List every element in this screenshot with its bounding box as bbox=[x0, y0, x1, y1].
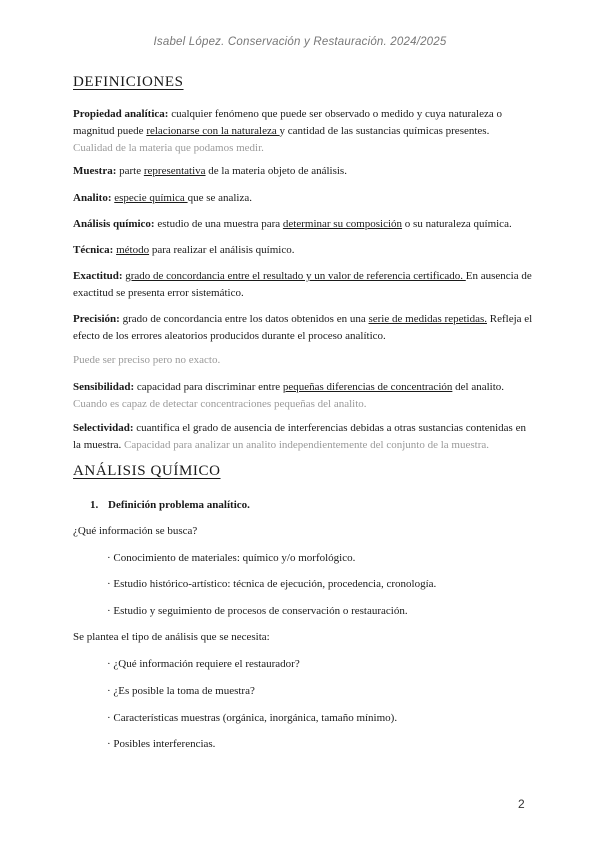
definition-tecnica bbox=[73, 242, 533, 259]
definition-text: cualquier fenómeno que puede ser observado o medido y cuya naturaleza o magnitud puede bbox=[73, 108, 502, 137]
list-item: · Conocimiento de materiales: químico y/o morfológico. bbox=[107, 552, 356, 564]
subsection-title bbox=[90, 499, 250, 511]
definition-text: que se analiza. bbox=[187, 192, 252, 204]
list-item: · Características muestras (orgánica, inorgánica, tamaño mínimo). bbox=[107, 712, 398, 724]
list-item: · ¿Qué información requiere el restaurador? bbox=[107, 658, 300, 670]
term: Selectividad: bbox=[73, 422, 134, 434]
underlined-text: representativa bbox=[143, 165, 206, 177]
definition-exactitud bbox=[73, 268, 533, 302]
definition-text: para realizar el análisis químico. bbox=[149, 244, 295, 256]
term: Análisis químico: bbox=[73, 218, 155, 230]
definition-text: parte bbox=[116, 165, 144, 177]
section-title-definiciones: DEFINICIONES bbox=[73, 74, 184, 90]
definition-note: Cualidad de la materia que podamos medir. bbox=[73, 142, 264, 154]
list-item: · ¿Es posible la toma de muestra? bbox=[107, 685, 255, 697]
definition-propiedad-analitica bbox=[73, 106, 533, 157]
subsection-label: Definición problema analítico. bbox=[108, 499, 250, 511]
term: Técnica: bbox=[73, 244, 114, 256]
term: Precisión: bbox=[73, 313, 120, 325]
definition-muestra bbox=[73, 163, 533, 180]
underlined-text: especie química bbox=[114, 192, 188, 204]
definition-precision bbox=[73, 311, 533, 345]
list-item: · Estudio y seguimiento de procesos de conservación o restauración. bbox=[107, 605, 408, 617]
definition-selectividad bbox=[73, 420, 533, 454]
term: Analito: bbox=[73, 192, 112, 204]
underlined-text: método bbox=[116, 244, 150, 256]
definition-text: Refleja el efecto de los errores aleatorios producidos durante el proceso analítico. bbox=[73, 313, 533, 342]
definition-sensibilidad bbox=[73, 379, 533, 413]
definition-text: o su naturaleza química. bbox=[402, 218, 512, 230]
term: Muestra: bbox=[73, 165, 117, 177]
page-header: Isabel López. Conservación y Restauración. 2024/2025 bbox=[153, 36, 447, 48]
definition-text: cuantifica el grado de ausencia de interferencias debidas a otras sustancias contenidas en la muestra. bbox=[73, 422, 526, 451]
underlined-text: grado de concordancia entre el resultado y un valor de referencia certificado. bbox=[125, 270, 466, 282]
question-info: ¿Qué información se busca? bbox=[73, 525, 198, 537]
subsection-number: 1. bbox=[90, 499, 99, 511]
definition-note: Capacidad para analizar un analito independientemente del conjunto de la muestra. bbox=[121, 439, 490, 451]
definition-text: del analito. bbox=[452, 381, 504, 393]
list-item: · Posibles interferencias. bbox=[107, 738, 216, 750]
term: Exactitud: bbox=[73, 270, 123, 282]
underlined-text: pequeñas diferencias de concentración bbox=[282, 381, 453, 393]
definition-text: y cantidad de las sustancias químicas presentes. bbox=[279, 125, 490, 137]
definition-text: capacidad para discriminar entre bbox=[134, 381, 283, 393]
term: Sensibilidad: bbox=[73, 381, 135, 393]
question-analysis-type: Se plantea el tipo de análisis que se necesita: bbox=[73, 631, 270, 643]
definition-analisis-quimico bbox=[73, 216, 533, 233]
underlined-text: determinar su composición bbox=[282, 218, 403, 230]
page-number: 2 bbox=[518, 797, 525, 811]
definition-note: Cuando es capaz de detectar concentraciones pequeñas del analito. bbox=[73, 398, 367, 410]
definition-text: grado de concordancia entre los datos obtenidos en una bbox=[119, 313, 369, 325]
definition-text: de la materia objeto de análisis. bbox=[205, 165, 347, 177]
list-item: · Estudio histórico-artístico: técnica de ejecución, procedencia, cronología. bbox=[107, 578, 437, 590]
definition-text: estudio de una muestra para bbox=[154, 218, 283, 230]
definition-text: En ausencia de exactitud se presenta error sistemático. bbox=[73, 270, 532, 299]
precision-note: Puede ser preciso pero no exacto. bbox=[73, 354, 221, 366]
underlined-text: relacionarse con la naturaleza bbox=[146, 125, 280, 137]
definition-analito bbox=[73, 190, 533, 207]
term: Propiedad analítica: bbox=[73, 108, 169, 120]
underlined-text: serie de medidas repetidas. bbox=[368, 313, 487, 325]
section-title-analisis-quimico: ANÁLISIS QUÍMICO bbox=[73, 463, 221, 479]
